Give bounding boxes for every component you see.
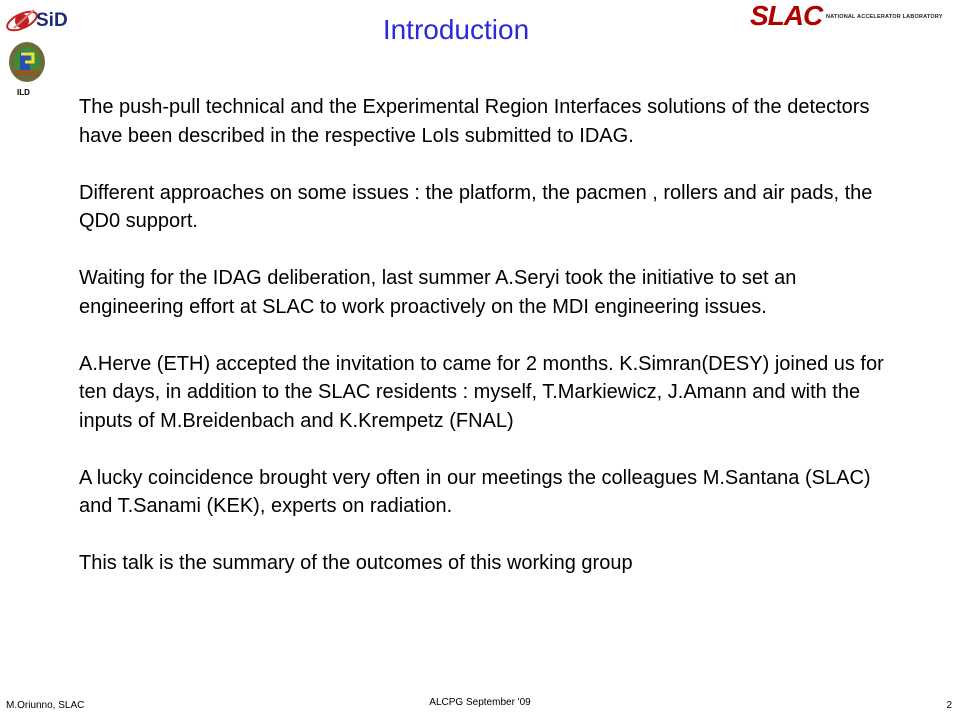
paragraph: A.Herve (ETH) accepted the invitation to came for 2 months. K.Simran(DESY) joined us for ten days, in addition to the SLAC residents : myself, T.Markiewicz, J.Amann and with the inputs of M.Breidenbach and K.Krempetz (FNAL) — [79, 352, 884, 432]
slac-logo: SLAC — [750, 0, 823, 31]
footer-event: ALCPG September '09 — [429, 697, 531, 708]
slide-title: Introduction — [382, 14, 530, 45]
paragraph: A lucky coincidence brought very often in our meetings the colleagues M.Santana (SLAC) and T.Sanami (KEK), experts on radiation. — [79, 466, 871, 517]
footer-author: M.Oriunno, SLAC — [6, 700, 85, 711]
slac-logo-subtitle: NATIONAL ACCELERATOR LABORATORY — [826, 14, 943, 20]
paragraph: The push-pull technical and the Experimental Region Interfaces solutions of the detectors have been described in the respective LoIs submitted to IDAG. — [79, 96, 870, 147]
paragraph: Waiting for the IDAG deliberation, last summer A.Seryi took the initiative to set an engineering effort at SLAC to work proactively on the MDI engineering issues. — [79, 267, 797, 318]
paragraph: This talk is the summary of the outcomes of this working group — [79, 552, 633, 574]
ild-logo — [7, 40, 47, 90]
paragraph: Different approaches on some issues : the platform, the pacmen , rollers and air pads, the QD0 support. — [79, 181, 873, 232]
ild-logo-label: ILD — [17, 88, 30, 97]
slide-body — [79, 93, 899, 606]
sid-logo-text: SiD — [36, 10, 68, 31]
page-number: 2 — [946, 700, 952, 711]
